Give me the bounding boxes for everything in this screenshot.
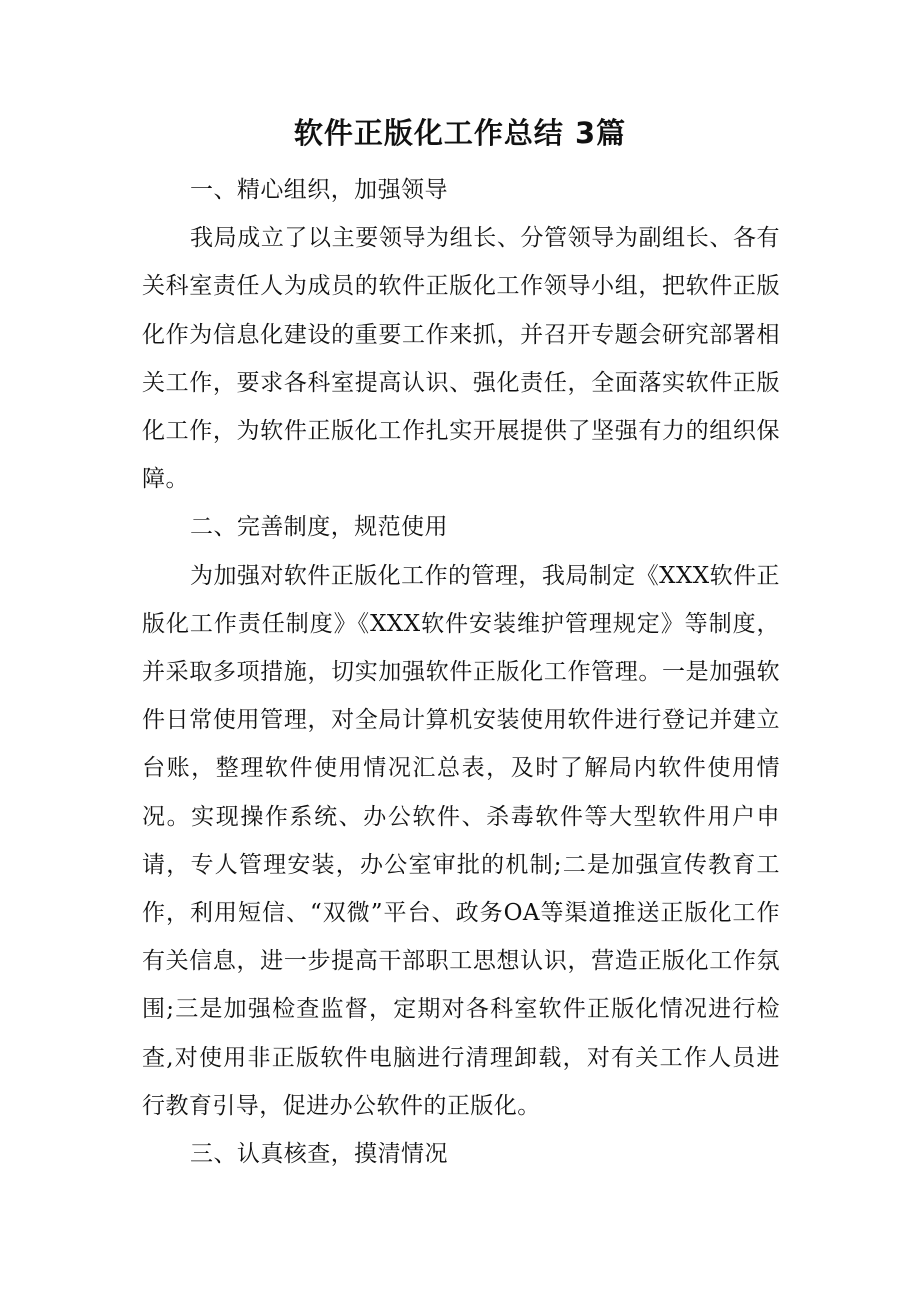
section-1 — [142, 166, 780, 503]
document-title: 软件正版化工作总结 3篇 — [293, 116, 627, 150]
section-heading-1: 一、精心组织，加强领导 — [190, 177, 448, 203]
section-3 — [142, 1130, 780, 1178]
section-heading-2: 二、完善制度，规范使用 — [190, 514, 448, 541]
section-2 — [142, 503, 780, 1130]
section-paragraph-1: 我局成立了以主要领导为组长、分管领导为副组长、各有关科室责任人为成员的软件正版化工作领导小组，把软件正版化作为信息化建设的重要工作来抓，并召开专题会研究部署相关工作，要求各科室提高认识、强化责任，全面落实软件正版化工作，为软件正版化工作扎实开展提供了坚强有力的组织保障。 — [142, 225, 780, 493]
document-body — [142, 166, 780, 1178]
section-paragraph-2: 为加强对软件正版化工作的管理，我局制定《XXX软件正版化工作责任制度》《XXX软件安装维护管理规定》等制度，并采取多项措施，切实加强软件正版化工作管理。一是加强软件日常使用管理，对全局计算机安装使用软件进行登记并建立台账，整理软件使用情况汇总表，及时了解局内软件使用情况。实现操作系统、办公软件、杀毒软件等大型软件用户申请，专人管理安装，办公室审批的机制;二是加强宣传教育工作，利用短信、“双微”平台、政务OA等渠道推送正版化工作有关信息，进一步提高干部职工思想认识，营造正版化工作氛围;三是加强检查监督，定期对各科室软件正版化情况进行检查,对使用非正版软件电脑进行清理卸载，对有关工作人员进行教育引导，促进办公软件的正版化。 — [142, 562, 780, 1119]
section-heading-3: 三、认真核查，摸清情况 — [190, 1141, 448, 1168]
